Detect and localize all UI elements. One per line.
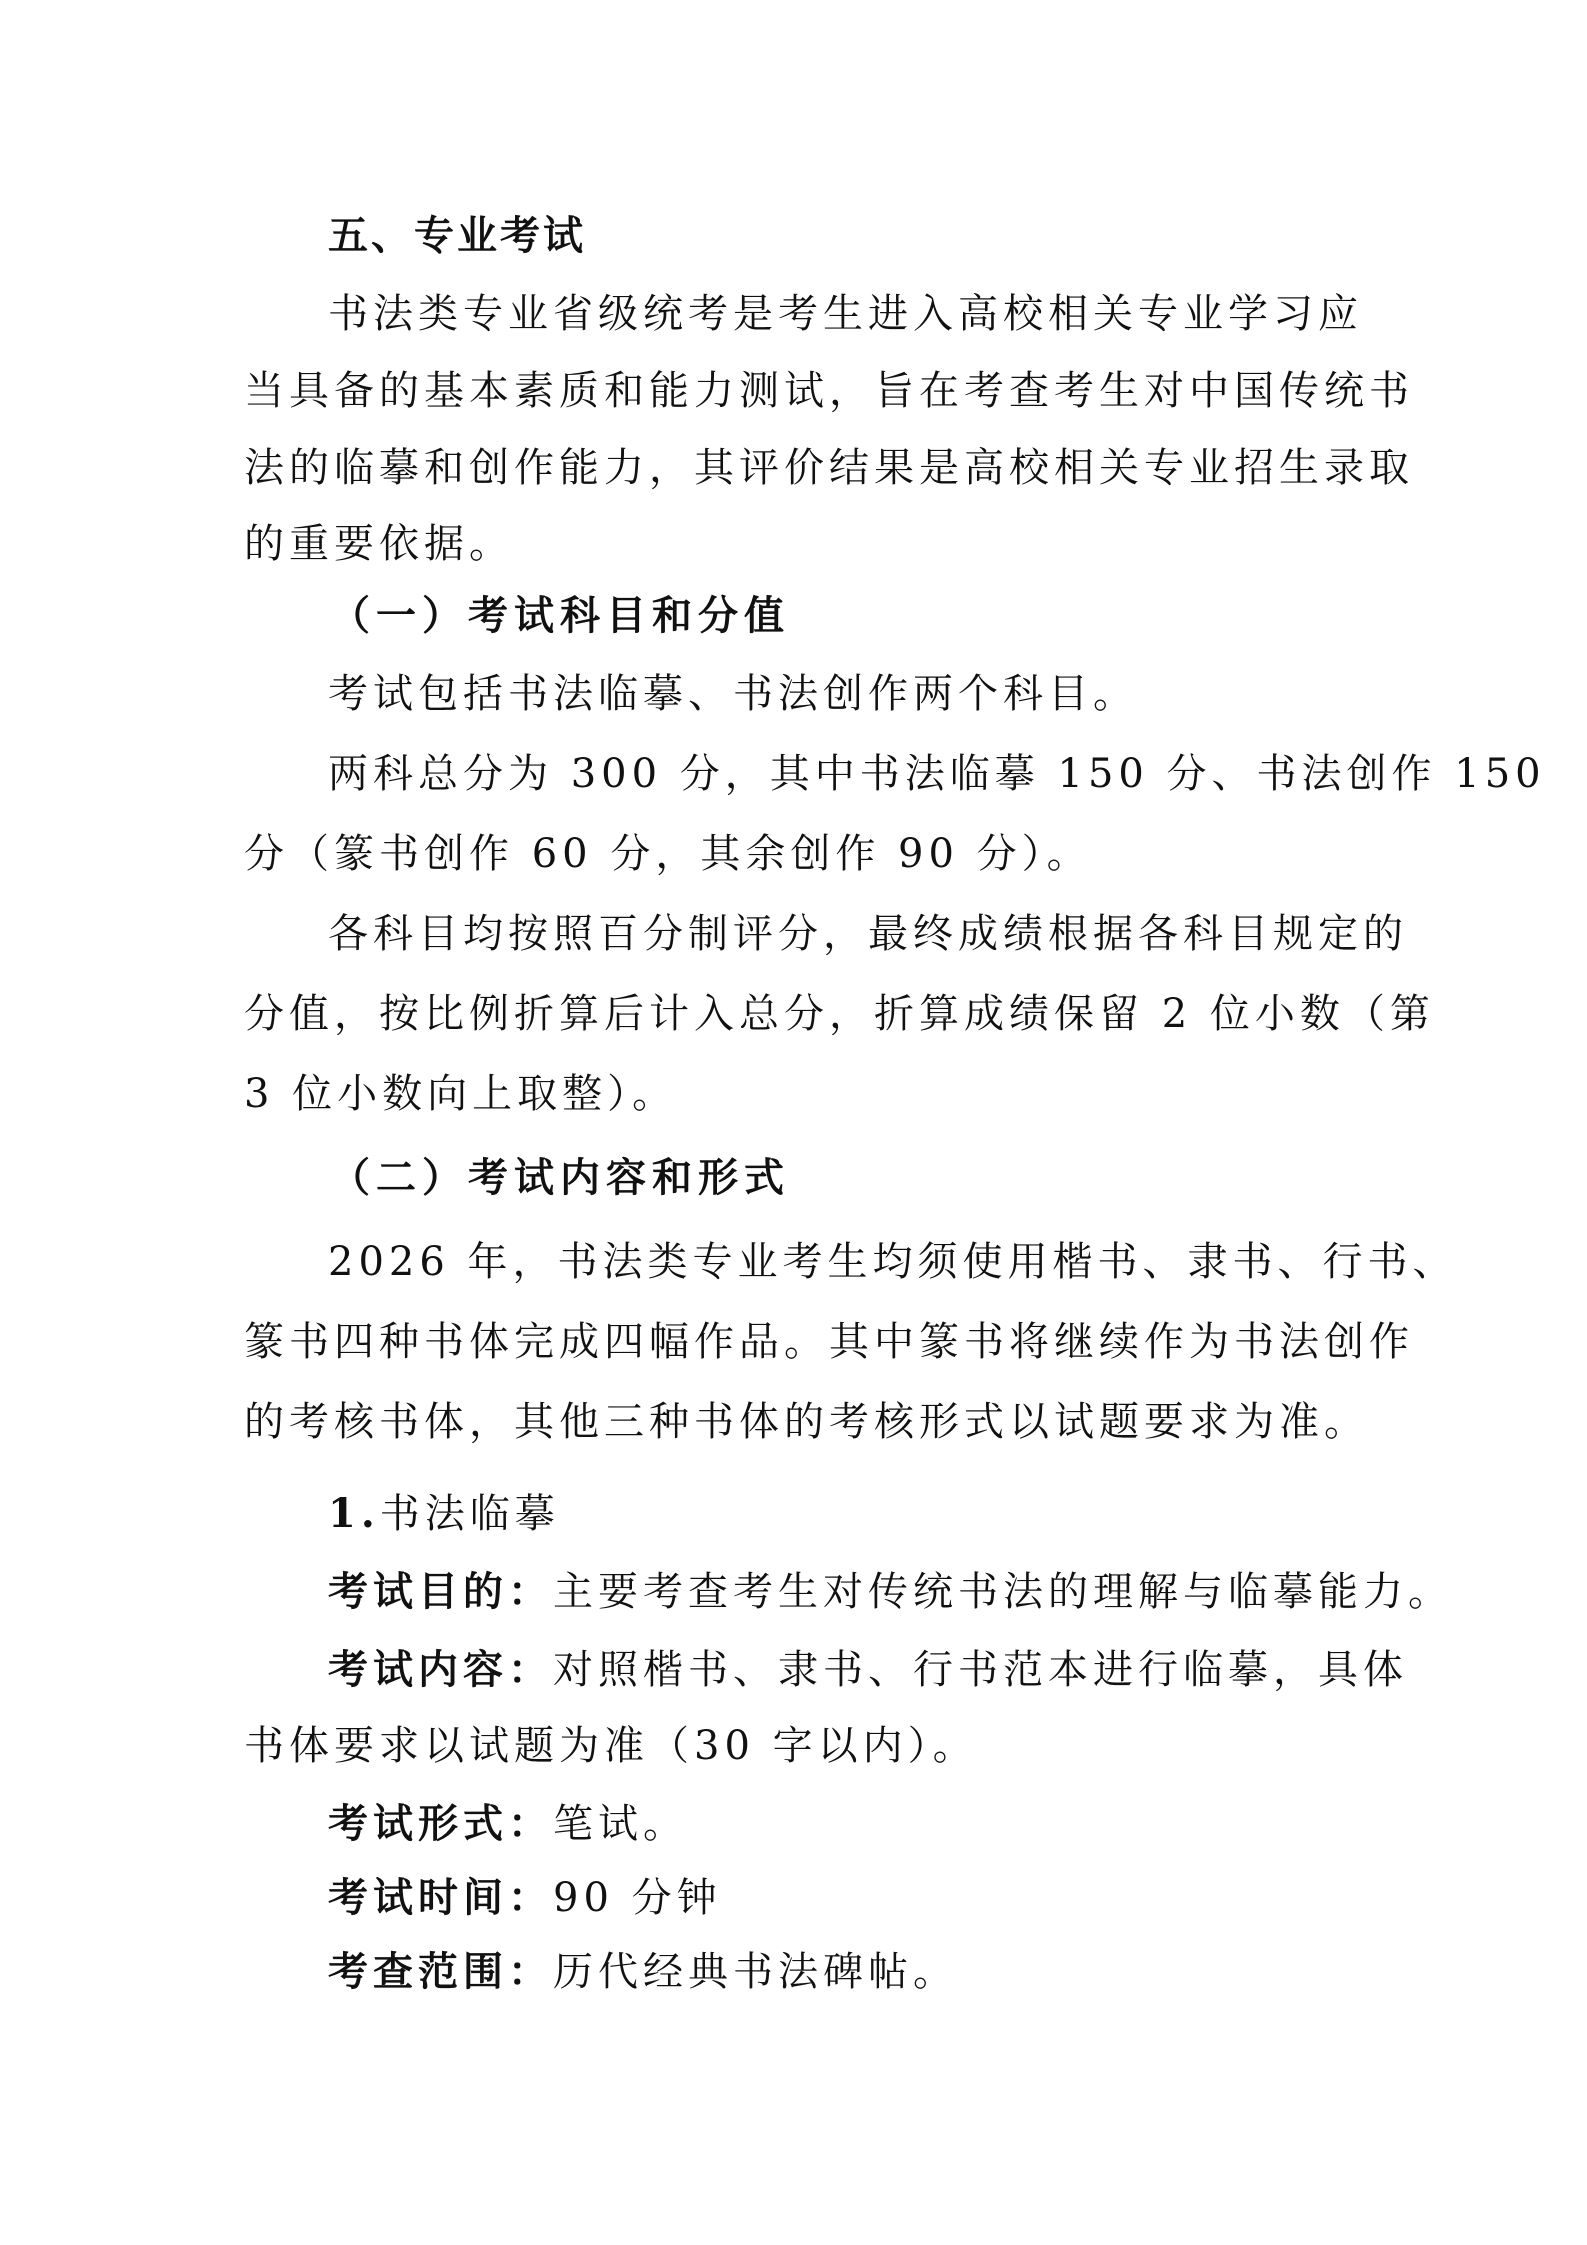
time-label: 考试时间： — [328, 1874, 553, 1921]
intro-line-2: 当具备的基本素质和能力测试，旨在考查考生对中国传统书 — [244, 368, 1414, 414]
intro-line-4: 的重要依据。 — [244, 521, 514, 567]
intro-line-1: 书法类专业省级统考是考生进入高校相关专业学习应 — [328, 291, 1363, 337]
item1-title: 书法临摹 — [379, 1491, 560, 1537]
item1-number: 1. — [328, 1490, 380, 1537]
part1-line-1: 考试包括书法临摹、书法创作两个科目。 — [328, 671, 1138, 717]
item1-field-content — [328, 1644, 1438, 1696]
content-label: 考试内容： — [328, 1646, 553, 1693]
item1-field-format — [328, 1798, 1438, 1850]
part1-line-3: 分（篆书创作 60 分，其余创作 90 分）。 — [244, 831, 1092, 877]
part1-line-2: 两科总分为 300 分，其中书法临摹 150 分、书法创作 150 — [328, 751, 1546, 797]
part2-title: （二）考试内容和形式 — [330, 1154, 790, 1201]
section-title: 五、专业考试 — [328, 213, 586, 259]
content-value: 对照楷书、隶书、行书范本进行临摹，具体 — [553, 1647, 1408, 1693]
item1-content-continuation: 书体要求以试题为准（30 字以内）。 — [244, 1723, 978, 1769]
item1-field-scope — [328, 1946, 1438, 1998]
part1-line-5: 分值，按比例折算后计入总分，折算成绩保留 2 位小数（第 — [244, 991, 1435, 1037]
item1-field-time — [328, 1872, 1438, 1924]
scope-value: 历代经典书法碑帖。 — [553, 1949, 958, 1995]
part2-line-3: 的考核书体，其他三种书体的考核形式以试题要求为准。 — [244, 1399, 1369, 1445]
purpose-label: 考试目的： — [328, 1568, 553, 1615]
part1-title: （一）考试科目和分值 — [330, 592, 790, 639]
purpose-value: 主要考查考生对传统书法的理解与临摹能力。 — [553, 1569, 1453, 1615]
time-value: 90 分钟 — [553, 1875, 722, 1921]
part2-line-2: 篆书四种书体完成四幅作品。其中篆书将继续作为书法创作 — [244, 1319, 1414, 1365]
item1-heading — [328, 1488, 1438, 1540]
part2-line-1: 2026 年，书法类专业考生均须使用楷书、隶书、行书、 — [328, 1239, 1458, 1285]
intro-line-3: 法的临摹和创作能力，其评价结果是高校相关专业招生录取 — [244, 445, 1414, 491]
part1-line-4: 各科目均按照百分制评分，最终成绩根据各科目规定的 — [328, 911, 1408, 957]
format-label: 考试形式： — [328, 1800, 553, 1847]
format-value: 笔试。 — [553, 1801, 688, 1847]
part1-line-6: 3 位小数向上取整）。 — [244, 1071, 678, 1117]
item1-field-purpose — [328, 1566, 1453, 1618]
scope-label: 考查范围： — [328, 1948, 553, 1995]
